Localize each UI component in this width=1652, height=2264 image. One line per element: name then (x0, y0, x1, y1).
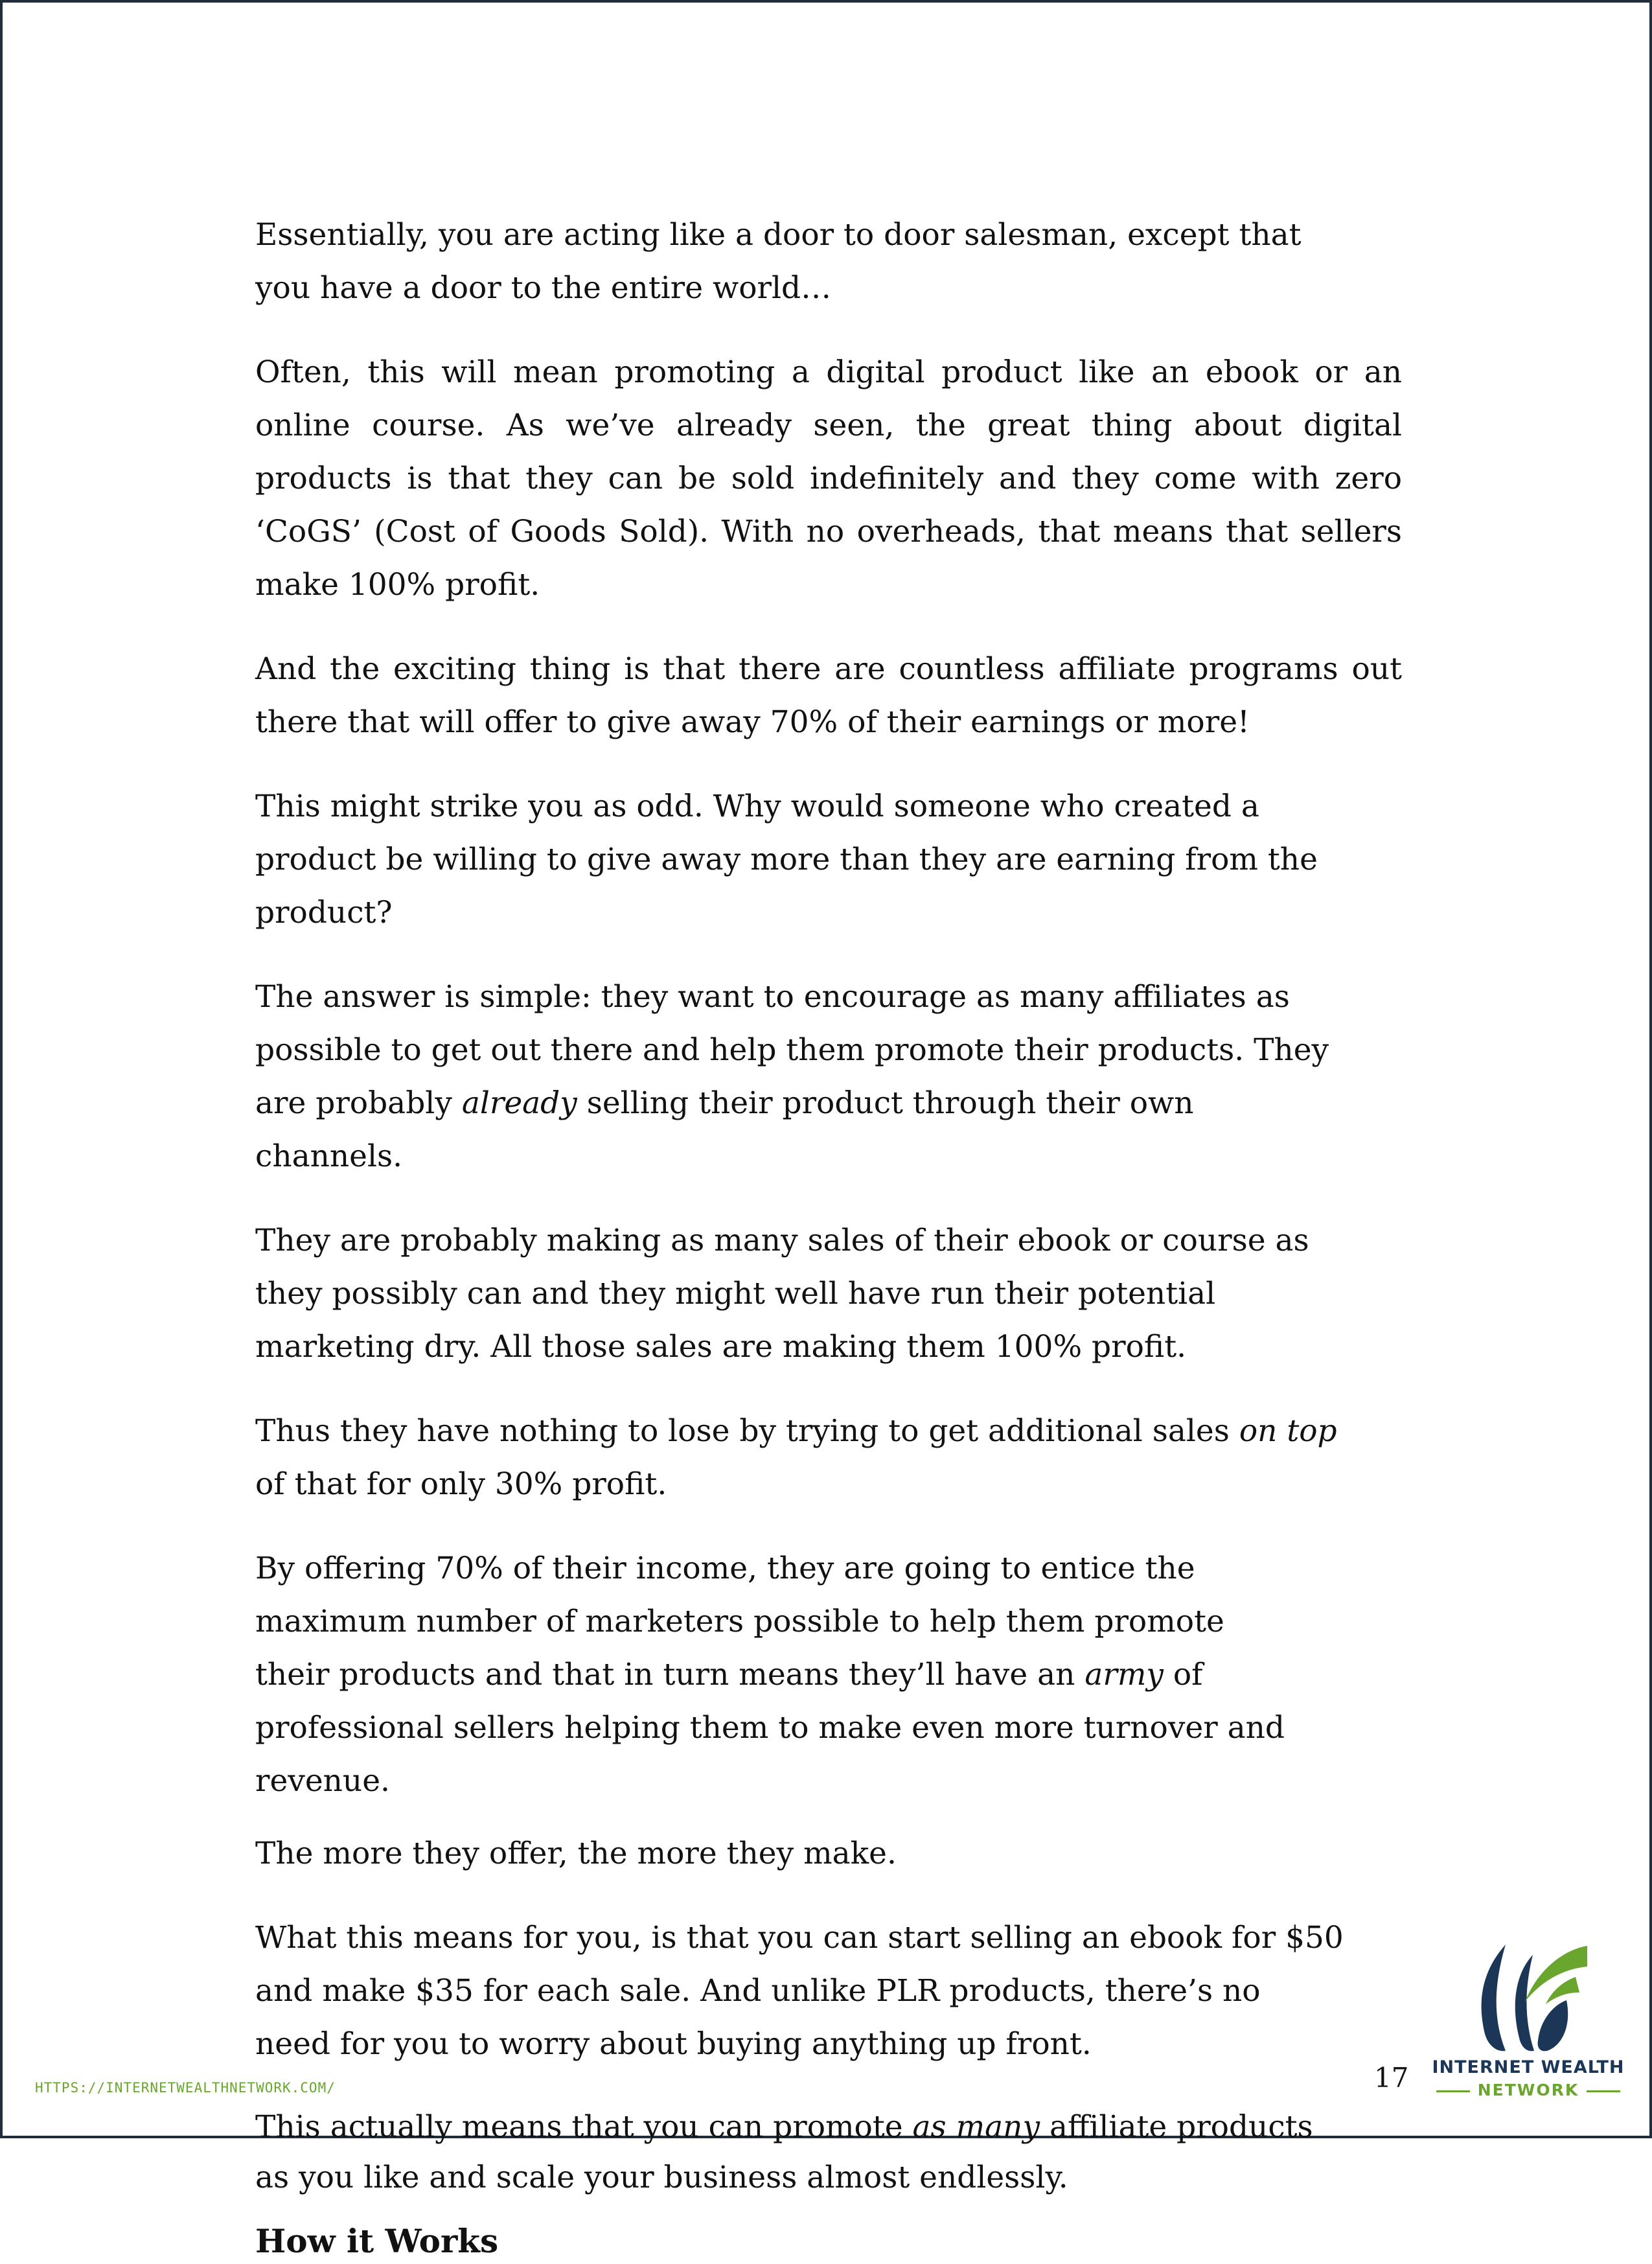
paragraph-8 (255, 1542, 1292, 1808)
paragraph-11 (255, 2102, 1344, 2203)
logo-rule-right (1587, 2090, 1620, 2092)
paragraph-8-emphasis: army (1084, 1657, 1164, 1692)
paragraph-5-text-a: The answer is simple: they want to encourage as many affiliates as possible to get out there and help them promote their products. They are probably (255, 979, 1329, 1121)
paragraph-7 (255, 1405, 1357, 1511)
paragraph-10-text: What this means for you, is that you can start selling an ebook for $50 and make $35 for each sale. And unlike PLR products, there’s no need for you to worry about buying anything up front. (255, 1920, 1344, 2062)
paragraph-5 (255, 971, 1331, 1183)
paragraph-10 (255, 1912, 1344, 2071)
paragraph-2-text: Often, this will mean promoting a digital product like an ebook or an online course. As we’ve already seen, the great thing about digital products is that they can be sold indefinitely and they come with zero ‘CoGS’ (Cost of Goods Sold). With no overheads, that means that sellers make 100% profit. (255, 354, 1402, 603)
logo-text-network: NETWORK (1477, 2081, 1579, 2099)
paragraph-6 (255, 1214, 1331, 1374)
logo-rule-left (1436, 2090, 1470, 2092)
body-text (255, 209, 1402, 2264)
paragraph-6-text: They are probably making as many sales of their ebook or course as they possibly can and they might well have run their potential marketing dry. All those sales are making them 100% profit. (255, 1223, 1309, 1365)
paragraph-11-emphasis: as many (912, 2109, 1040, 2145)
paragraph-7-emphasis: on top (1239, 1413, 1337, 1449)
paragraph-5-text-b: selling their product through their own channels. (255, 1085, 1194, 1174)
company-logo (1425, 1937, 1632, 2105)
paragraph-1 (255, 209, 1318, 315)
paragraph-3-text: And the exciting thing is that there are countless affiliate programs out there that will offer to give away 70% of their earnings or more! (255, 651, 1402, 740)
paragraph-7-text-a: Thus they have nothing to lose by trying to get additional sales (255, 1413, 1239, 1449)
section-heading: How it Works (255, 2222, 499, 2260)
paragraph-9-text: The more they offer, the more they make. (255, 1836, 897, 1871)
paragraph-11-text-b: affiliate products as you like and scale your business almost endlessly. (255, 2109, 1313, 2195)
paragraph-3 (255, 643, 1402, 749)
paragraph-1-text: Essentially, you are acting like a door to door salesman, except that you have a door to the entire world… (255, 217, 1302, 306)
logo-text-line-1: INTERNET WEALTH (1432, 2057, 1625, 2077)
paragraph-11-text-a: This actually means that you can promote (255, 2109, 913, 2145)
logo-text-line-2 (1425, 2081, 1632, 2099)
page-number: 17 (1374, 2062, 1409, 2094)
paragraph-2 (255, 346, 1402, 612)
footer-url[interactable]: HTTPS://INTERNETWEALTHNETWORK.COM/ (35, 2080, 336, 2096)
paragraph-9 (255, 1827, 1402, 1880)
paragraph-8-text-a: By offering 70% of their income, they are going to entice the maximum number of marketers possible to help them promote their products and that in turn means they’ll have an (255, 1551, 1224, 1692)
paragraph-4 (255, 780, 1331, 940)
paragraph-8-text-b: of professional sellers helping them to make even more turnover and revenue. (255, 1657, 1285, 1799)
logo-swoosh-icon (1460, 1937, 1596, 2053)
paragraph-4-text: This might strike you as odd. Why would someone who created a product be willing to give away more than they are earning from the product? (255, 789, 1318, 930)
paragraph-7-text-b: of that for only 30% profit. (255, 1466, 667, 1502)
paragraph-5-emphasis: already (461, 1085, 577, 1121)
